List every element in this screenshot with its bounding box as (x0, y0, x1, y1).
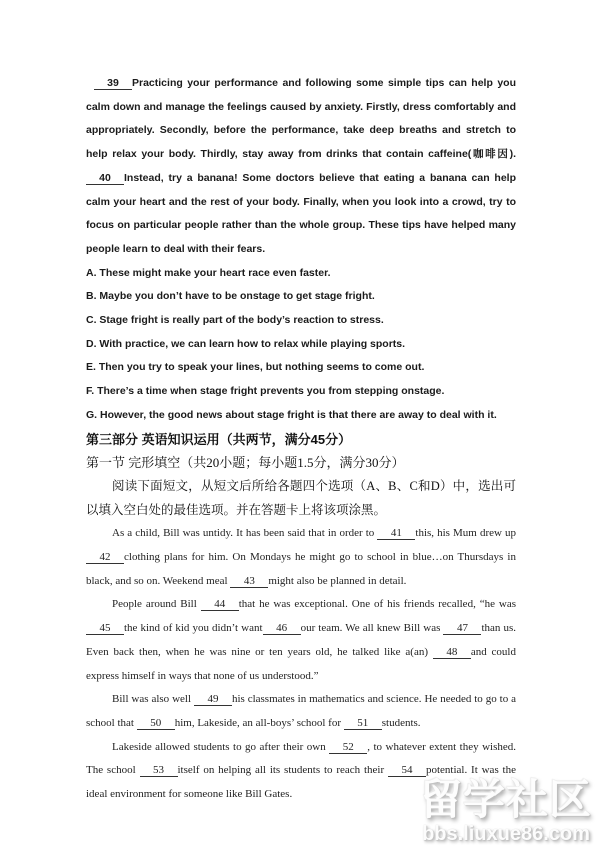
cloze-blank-40: 40 (86, 172, 124, 185)
cloze-instructions: 阅读下面短文，从短文后所给各题四个选项（A、B、C和D）中，选出可以填入空白处的最佳选项。并在答题卡上将该项涂黑。 (86, 478, 516, 517)
cloze-blank-45: 45 (86, 622, 124, 635)
cloze-blank-43: 43 (230, 575, 268, 588)
gap-fill-option-b: B. Maybe you don’t have to be onstage to get stage fright. (86, 290, 375, 303)
gap-fill-option-f: F. There’s a time when stage fright prevents you from stepping onstage. (86, 385, 445, 398)
part3-heading: 第三部分 英语知识运用（共两节，满分45分） (86, 431, 352, 447)
gap-fill-options (86, 262, 516, 428)
cloze-blank-47: 47 (443, 622, 481, 635)
exam-document (86, 72, 516, 807)
cloze-blank-42: 42 (86, 551, 124, 564)
cloze-paragraph-4: Lakeside allowed students to go after their own 52 , to whatever extent they wished. The school 53 itself on helping all its students to reach their 54 potential. It was the ideal environment for someone like Bill Gates. (86, 740, 516, 801)
section1-heading: 第一节 完形填空（共20小题；每小题1.5分，满分30分） (86, 455, 405, 471)
gap-fill-option-c: C. Stage fright is really part of the body’s reaction to stress. (86, 314, 384, 327)
cloze-blank-50: 50 (137, 717, 175, 730)
gap-fill-option-a: A. These might make your heart race even faster. (86, 266, 331, 279)
watermark-site-url: bbs.liuxue86.com (422, 823, 590, 845)
cloze-blank-44: 44 (201, 598, 239, 611)
gap-fill-option-g: G. However, the good news about stage fright is that there are away to deal with it. (86, 408, 497, 421)
cloze-blank-39: 39 (94, 77, 132, 90)
cloze-blank-46: 46 (263, 622, 301, 635)
gap-fill-option-e: E. Then you try to speak your lines, but nothing seems to come out. (86, 361, 425, 374)
cloze-paragraph-1: As a child, Bill was untidy. It has been said that in order to 41 this, his Mum drew up 42 clothing plans for him. On Mondays he might go to school in blue…on Thursdays in black, and so on. Weekend meal 43 might also be planned in detail. (86, 527, 517, 587)
cloze-blank-48: 48 (433, 646, 471, 659)
gap-fill-option-d: D. With practice, we can learn how to relax while playing sports. (86, 337, 406, 350)
cloze-blank-51: 51 (344, 717, 382, 730)
gap-fill-passage: 39 Practicing your performance and following some simple tips can help you calm down and manage the feelings caused by anxiety. Firstly, dress comfortably and appropriately. Secondly, before the performance, take deep breaths and stretch to help relax your body. Thirdly, stay away from drinks that contain caffeine(咖啡因). 40 Instead, try a banana! Some doctors believe that eating a banana can help calm your heart and the rest of your body. Finally, when you look into a crowd, try to focus on particular people rather than the whole group. These tips have helped many people learn to deal with their fears. (86, 77, 516, 255)
cloze-blank-49: 49 (194, 693, 232, 706)
watermark-brand: 留学社区 (419, 776, 592, 823)
watermark (420, 767, 592, 846)
cloze-blank-41: 41 (377, 527, 415, 540)
cloze-paragraph-2: People around Bill 44 that he was exceptional. One of his friends recalled, “he was 45 the kind of kid you didn’t want 46 our team. We all knew Bill was 47 than us. Even back then, when he was nine or ten years old, he talked like a(an) 48 and could express himself in ways that none of us understood.” (86, 598, 516, 682)
cloze-blank-52: 52 (329, 741, 367, 754)
cloze-blank-54: 54 (388, 764, 426, 777)
cloze-paragraph-3: Bill was also well 49 his classmates in mathematics and science. He needed to go to a school that 50 him, Lakeside, an all-boys’ school for 51 students. (86, 693, 516, 729)
cloze-blank-53: 53 (140, 764, 178, 777)
